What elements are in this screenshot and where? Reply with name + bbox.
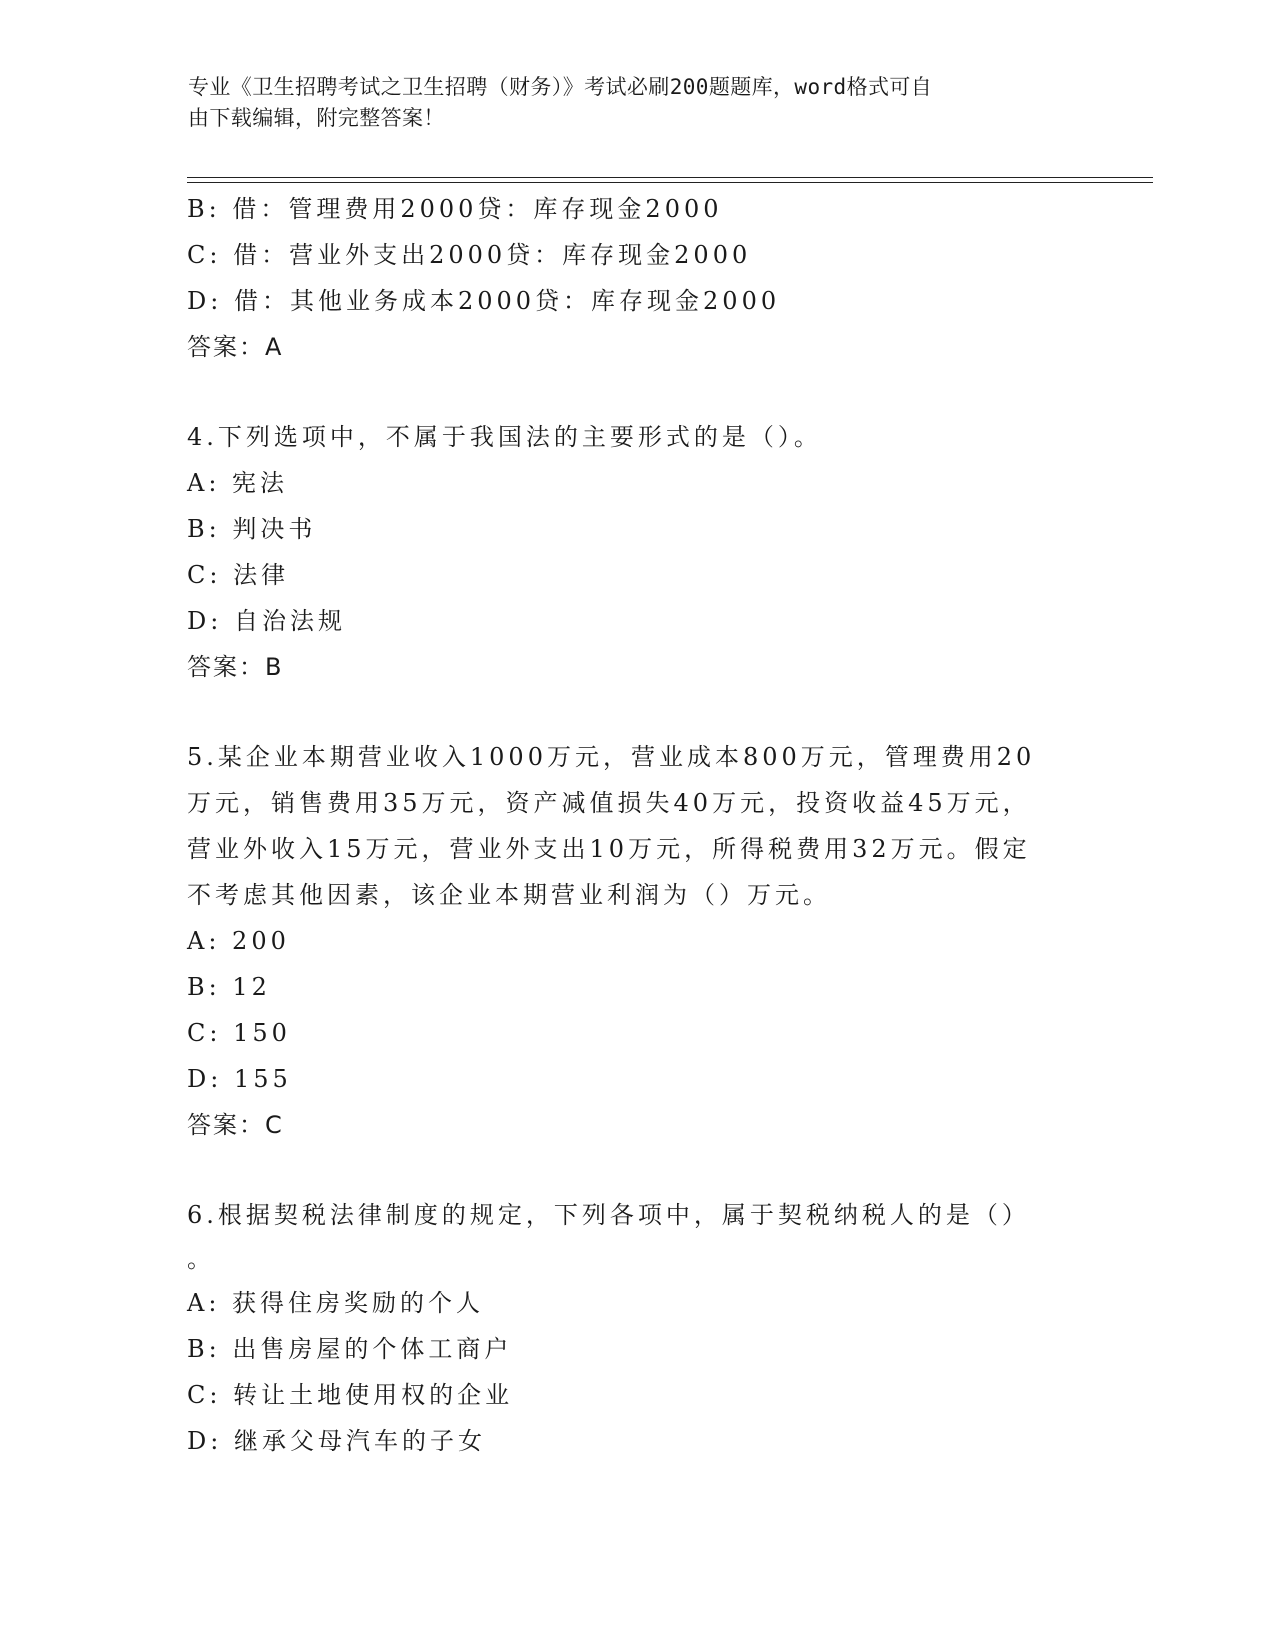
spacer: [187, 690, 1087, 734]
q3-option-c: C: 借：营业外支出2000贷：库存现金2000: [187, 241, 752, 269]
header-divider-bottom: [187, 182, 1153, 183]
q3-option-b: B: 借：管理费用2000贷：库存现金2000: [187, 195, 723, 223]
spacer: [187, 370, 1087, 414]
q5-option-a: A: 200: [187, 927, 290, 955]
header-line-2: 由下载编辑，附完整答案！: [188, 106, 445, 130]
q4-stem: 4.下列选项中，不属于我国法的主要形式的是（）。: [187, 423, 822, 451]
header-divider-top: [187, 177, 1153, 178]
q5-stem-line-3: 营业外收入15万元，营业外支出10万元，所得税费用32万元。假定: [187, 835, 1031, 863]
q5-answer: 答案：C: [187, 1111, 284, 1139]
q5-option-b: B: 12: [187, 973, 271, 1001]
q4-option-b: B: 判决书: [187, 515, 317, 543]
q6-option-d: D: 继承父母汽车的子女: [187, 1427, 486, 1455]
q6-stem-line-2: 。: [187, 1245, 215, 1273]
q5-option-d: D: 155: [187, 1065, 292, 1093]
question-5: [187, 734, 1087, 1148]
q4-answer: 答案：B: [187, 653, 284, 681]
page-header: [188, 72, 1068, 134]
q6-option-a: A: 获得住房奖励的个人: [187, 1289, 485, 1317]
q4-option-d: D: 自治法规: [187, 607, 346, 635]
question-4: [187, 414, 1087, 690]
q5-stem-line-4: 不考虑其他因素，该企业本期营业利润为（）万元。: [187, 881, 831, 909]
q5-stem-line-2: 万元，销售费用35万元，资产减值损失40万元，投资收益45万元，: [187, 789, 1031, 817]
q4-option-a: A: 宪法: [187, 469, 289, 497]
question-list: [187, 186, 1087, 1464]
header-line-1: 专业《卫生招聘考试之卫生招聘（财务）》考试必刷200题题库，word格式可自: [188, 75, 933, 99]
q5-option-c: C: 150: [187, 1019, 291, 1047]
spacer: [187, 1148, 1087, 1192]
question-6: [187, 1192, 1087, 1464]
q4-option-c: C: 法律: [187, 561, 290, 589]
q5-stem-line-1: 5.某企业本期营业收入1000万元，营业成本800万元，管理费用20: [187, 743, 1036, 771]
question-3-tail: [187, 186, 1087, 370]
q6-stem-line-1: 6.根据契税法律制度的规定，下列各项中，属于契税纳税人的是（）: [187, 1201, 1030, 1229]
q6-option-b: B: 出售房屋的个体工商户: [187, 1335, 513, 1363]
q6-option-c: C: 转让土地使用权的企业: [187, 1381, 514, 1409]
q3-answer: 答案：A: [187, 333, 284, 361]
q3-option-d: D: 借：其他业务成本2000贷：库存现金2000: [187, 287, 781, 315]
